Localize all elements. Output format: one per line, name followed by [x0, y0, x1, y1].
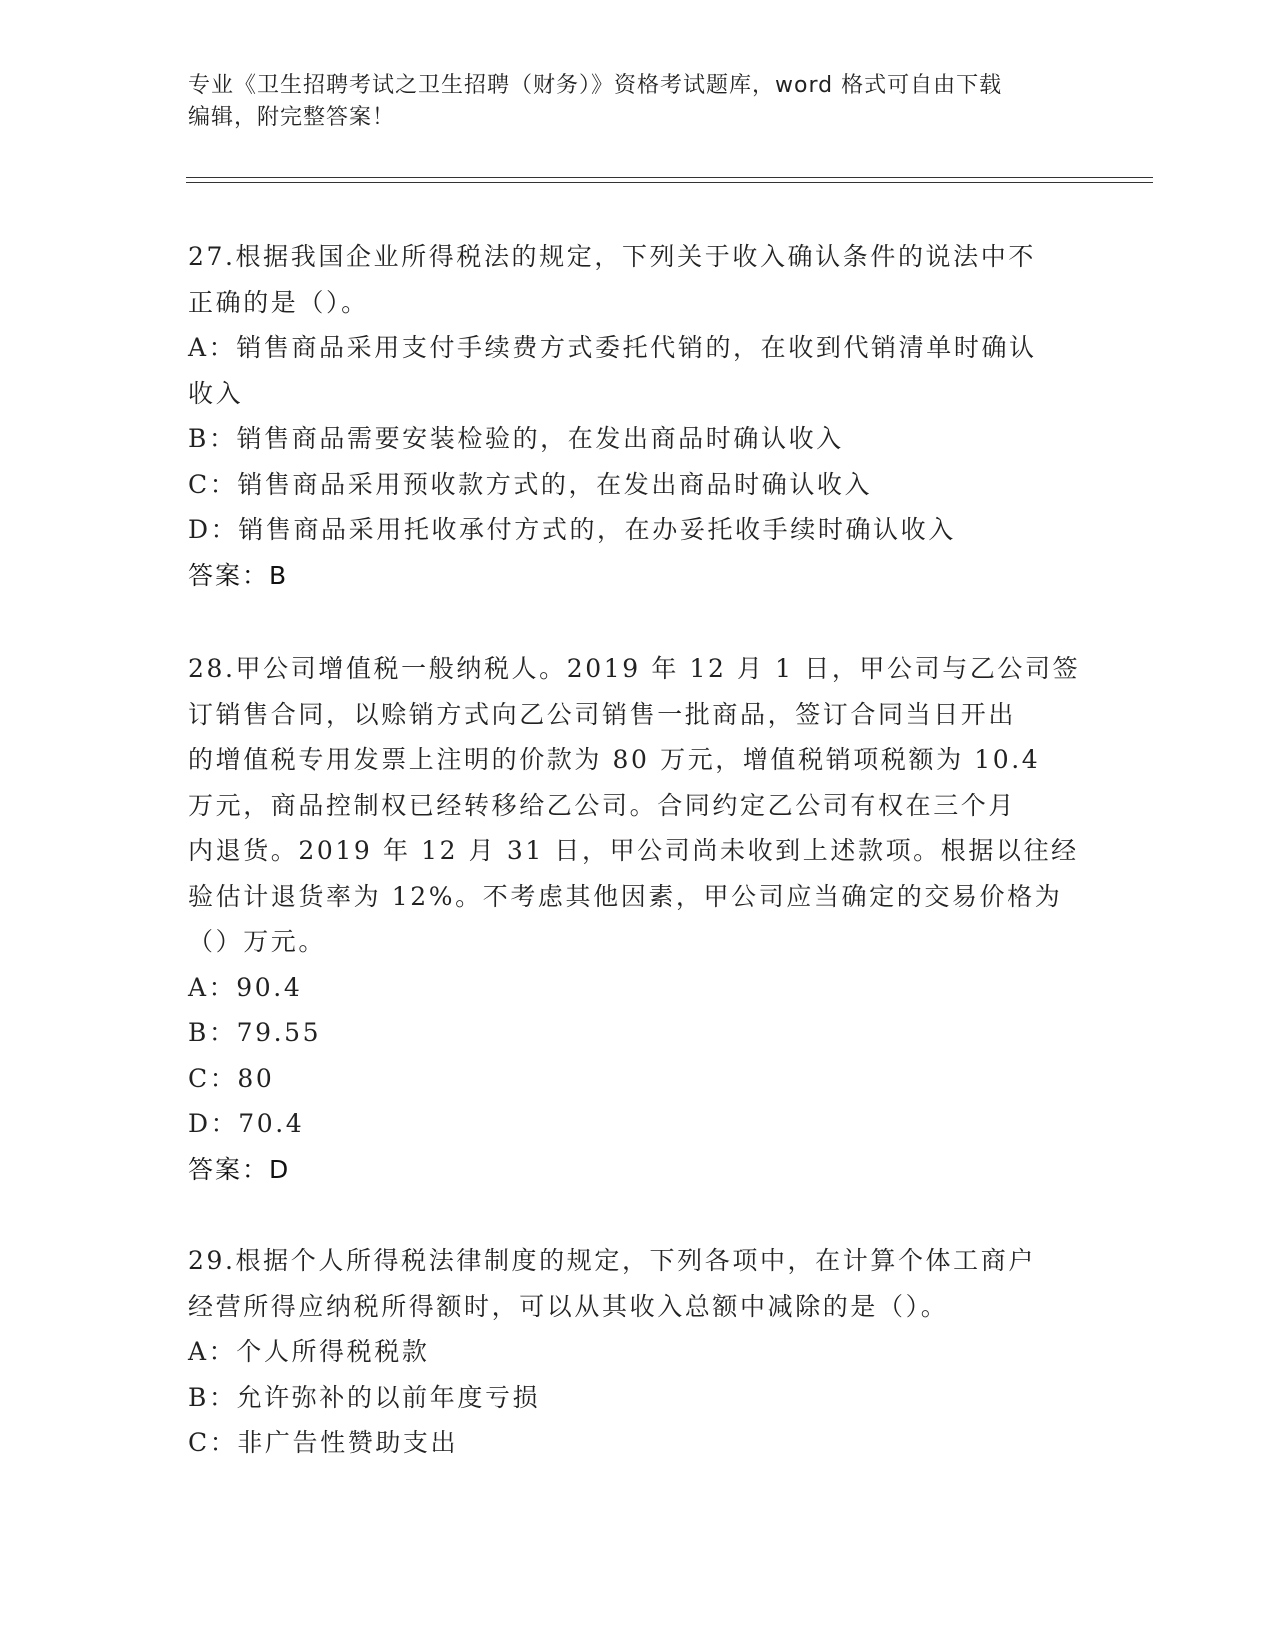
question-stem-line: 正确的是（）。 — [188, 287, 369, 317]
answer-label: 答案：B — [188, 560, 289, 590]
option-a: A：90.4 — [188, 972, 303, 1002]
option-b: B：允许弥补的以前年度亏损 — [188, 1382, 541, 1412]
question-27 — [188, 234, 1088, 598]
question-stem-line: 经营所得应纳税所得额时，可以从其收入总额中减除的是（）。 — [188, 1291, 949, 1321]
question-28 — [188, 646, 1088, 1192]
question-stem-line: （）万元。 — [188, 927, 327, 956]
option-a: A：个人所得税税款 — [188, 1337, 430, 1366]
option-a: A：销售商品采用支付手续费方式委托代销的，在收到代销清单时确认 — [188, 333, 1037, 362]
option-b: B：79.55 — [188, 1018, 322, 1047]
header-divider-top — [186, 177, 1153, 178]
question-stem-line: 27.根据我国企业所得税法的规定，下列关于收入确认条件的说法中不 — [188, 242, 1036, 271]
option-d: D：销售商品采用托收承付方式的，在办妥托收手续时确认收入 — [188, 515, 956, 544]
question-stem-line: 28.甲公司增值税一般纳税人。2019 年 12 月 1 日，甲公司与乙公司签 — [188, 654, 1081, 683]
header-line-1: 专业《卫生招聘考试之卫生招聘（财务）》资格考试题库，word 格式可自由下载 — [188, 73, 1003, 98]
option-d: D：70.4 — [188, 1109, 305, 1138]
option-c: C：非广告性赞助支出 — [188, 1428, 459, 1457]
question-stem-line: 万元，商品控制权已经转移给乙公司。合同约定乙公司有权在三个月 — [188, 790, 1017, 820]
header-divider-bottom — [186, 182, 1153, 183]
question-stem-line: 订销售合同，以赊销方式向乙公司销售一批商品，签订合同当日开出 — [188, 699, 1017, 729]
document-header — [188, 70, 1088, 134]
question-29 — [188, 1238, 1088, 1466]
option-b: B：销售商品需要安装检验的，在发出商品时确认收入 — [188, 424, 844, 453]
question-stem-line: 29.根据个人所得税法律制度的规定，下列各项中，在计算个体工商户 — [188, 1246, 1036, 1275]
option-c: C：销售商品采用预收款方式的，在发出商品时确认收入 — [188, 469, 873, 499]
question-stem-line: 内退货。2019 年 12 月 31 日，甲公司尚未收到上述款项。根据以往经 — [188, 836, 1079, 865]
question-stem-line: 验估计退货率为 12%。不考虑其他因素，甲公司应当确定的交易价格为 — [188, 881, 1063, 911]
question-stem-line: 的增值税专用发票上注明的价款为 80 万元，增值税销项税额为 10.4 — [188, 745, 1041, 774]
header-line-2: 编辑，附完整答案！ — [188, 105, 396, 130]
option-a-continued: 收入 — [188, 378, 244, 408]
answer-label: 答案：D — [188, 1154, 291, 1184]
option-c: C：80 — [188, 1063, 275, 1093]
